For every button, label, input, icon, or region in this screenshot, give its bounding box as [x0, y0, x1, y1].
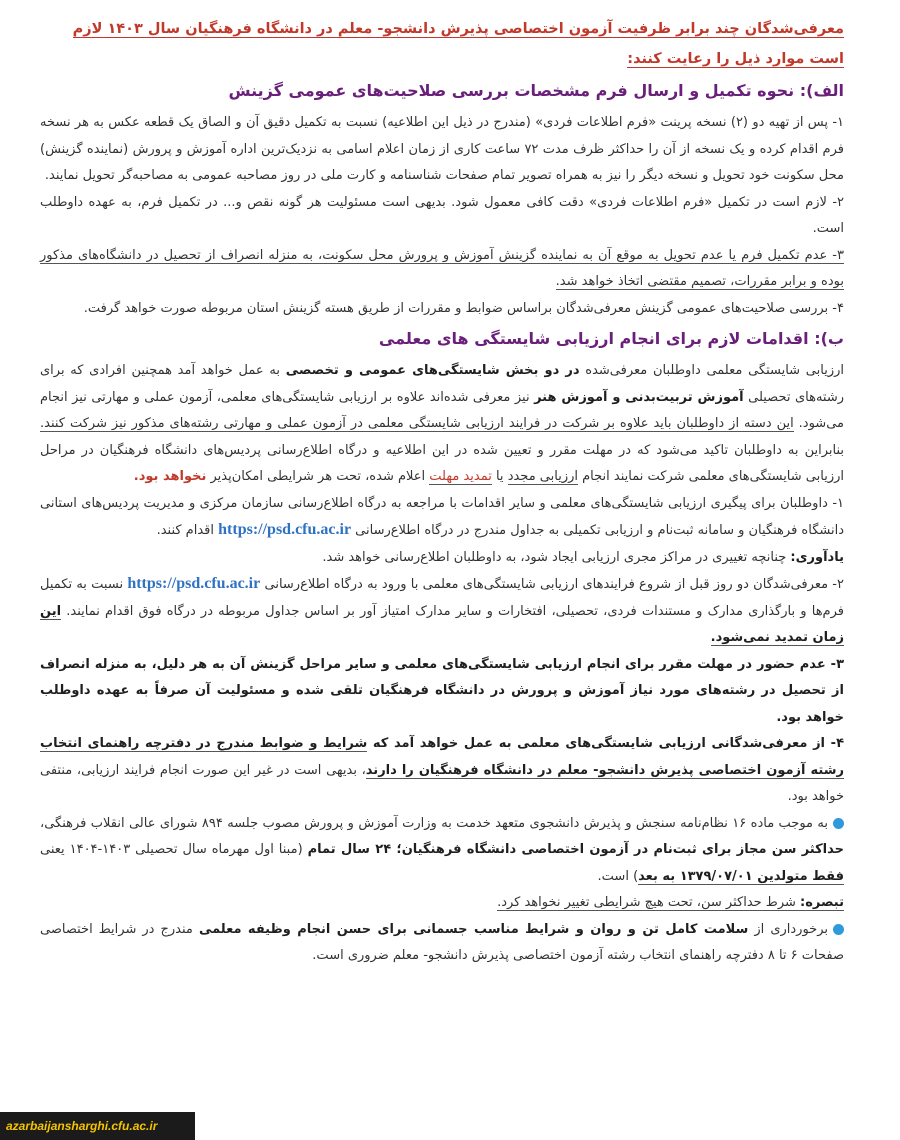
reminder — [40, 545, 844, 572]
text-run: بنابراین به داوطلبان تاکید می‌شود که در مهلت مقرر و تعیین شده در این اطلاعیه و درگاه اطلاع‌رسانی پردیس‌های دانشگاه فرهنگیان در مراحل ارزیابی شایستگی‌های معلمی شرکت نمایند انجام — [40, 442, 844, 484]
section-a-item-3 — [40, 243, 844, 296]
text-underlined: ارزیابی مجدد — [507, 469, 578, 484]
text-run: یا — [491, 469, 508, 484]
text-bold: سلامت کامل تن و روان و شرایط مناسب جسمانی برای حسن انجام وظیفه معلمی — [198, 921, 749, 937]
note-text: شرط حداکثر سن، تحت هیچ شرایطی تغییر نخواهد کرد. — [497, 895, 801, 910]
text-red-bold: نخواهد بود. — [133, 469, 207, 484]
age-note — [40, 890, 844, 917]
text-bold-underlined: فقط متولدین ۱۳۷۹/۰۷/۰۱ به بعد — [638, 868, 844, 884]
text-bold-underlined: این زمان تمدید نمی‌شود. — [40, 603, 844, 645]
bullet-dot-icon — [833, 818, 844, 829]
portal-link[interactable]: https://psd.cfu.ac.ir — [218, 521, 352, 538]
text-run: برخورداری از — [748, 921, 828, 937]
intro-notice — [40, 14, 844, 74]
text-run: ارزیابی شایستگی معلمی داوطلبان معرفی‌شده — [579, 363, 844, 378]
text-underlined: این دسته از داوطلبان باید علاوه بر شرکت در فرایند ارزیابی شایستگی معلمی در آزمون عملی و مهارتی رشته‌های مذکور نیز شرکت کنند. — [40, 416, 794, 431]
section-b-item-1 — [40, 491, 844, 545]
intro-line-2: است موارد ذیل را رعایت کنند: — [627, 51, 844, 67]
text-run: اقدام کنند. — [156, 523, 219, 538]
section-a-item-1: ۱- پس از تهیه دو (۲) نسخه پرینت «فرم اطلاعات فردی» (مندرج در ذیل این اطلاعیه) نسبت به تکمیل دقیق آن و الصاق یک قطعه عکس به هر نسخه فرم اقدام کرده و یک نسخه از آن را حداکثر ظرف مدت ۷۲ ساعت کاری از زمان اعلام اسامی به نزدیک‌ترین اداره آموزش و پرورش (نماینده گزینش) محل سکونت خود تحویل و نسخه دیگر را نیز به همراه تصویر تمام صفحات شناسنامه و کارت ملی در روز مصاحبه عمومی به مصاحبه‌گر تحویل نمایند. — [40, 115, 845, 183]
text-run: به عمل خواهد آمد همچنین افرادی که برای رشته‌های تحصیلی — [40, 363, 845, 405]
section-b-title: ب): اقدامات لازم برای انجام ارزیابی شایستگی های معلمی — [378, 329, 844, 348]
text-run: به موجب ماده ۱۶ نظام‌نامه سنجش و پذیرش دانشجوی متعهد خدمت به وزارت آموزش و پرورش مصوب جلسه ۸۹۴ شورای عالی انقلاب فرهنگی، — [40, 815, 828, 831]
site-watermark: azarbaijansharghi.cfu.ac.ir — [0, 1112, 195, 1140]
health-item — [40, 917, 844, 970]
text-run: نسبت به تکمیل فرم‌ها و بارگذاری مدارک و مستندات فردی، تحصیلی، افتخارات و سایر مدارک امتیاز آور بر اساس جداول مربوطه در درگاه فوق اقدام نمایند. — [40, 577, 844, 619]
section-a-item-3-text: ۳- عدم تکمیل فرم یا عدم تحویل به موقع آن به نماینده گزینش آموزش و پرورش محل سکونت، به منزله انصراف از تحصیل در دانشگاه‌های مذکور بوده و برابر مقررات، تصمیم مقتضی اتخاذ خواهد شد. — [40, 247, 844, 289]
reminder-text: چنانچه تغییری در مراکز مجری ارزیابی ایجاد شود، به داوطلبان اطلاع‌رسانی خواهد شد. — [322, 549, 791, 565]
intro-line-1: معرفی‌شدگان چند برابر ظرفیت آزمون اختصاصی پذیرش دانشجو- معلم در دانشگاه فرهنگیان سال ۱۴۰۳ لازم — [72, 21, 844, 37]
text-run: ، بدیهی است در غیر این صورت انجام فرایند ارزیابی، منتفی خواهد بود. — [40, 762, 844, 804]
text-run: اعلام شده، تحت هر شرایطی امکان‌پذیر — [206, 469, 430, 484]
section-a-item-4: ۴- بررسی صلاحیت‌های عمومی گزینش معرفی‌شدگان براساس ضوابط و مقررات از طریق هسته گزینش استان مربوطه صورت خواهد گرفت. — [83, 300, 844, 316]
text-bold: در دو بخش شایستگی‌های عمومی و تخصصی — [285, 363, 580, 378]
text-run: ) است. — [597, 868, 639, 884]
section-b-intro — [40, 358, 844, 491]
text-bold: ۳- عدم حضور در مهلت مقرر برای انجام ارزیابی شایستگی‌های معلمی و سایر مراحل گزینش آن به هر دلیل، به منزله انصراف از تحصیل در رشته‌های مورد نیاز آموزش و پرورش در دانشگاه فرهنگیان تلقی شده و مسئولیت آن صرفاً به عهده داوطلب خواهد بود. — [40, 656, 844, 725]
document-page — [40, 14, 844, 970]
text-run: ۱- داوطلبان برای پیگیری ارزیابی شایستگی‌های معلمی و سایر اقدامات با مراجعه به درگاه اطلاع‌رسانی سازمان مرکزی و مدیریت پردیس‌های استانی دانشگاه فرهنگیان و سامانه ثبت‌نام و ارزیابی تکمیلی به جداول مندرج در درگاه اطلاع‌رسانی — [40, 495, 844, 538]
age-limit-item — [40, 811, 844, 891]
section-b-item-2 — [40, 571, 844, 652]
text-run: ۲- معرفی‌شدگان دو روز قبل از شروع فرایندهای ارزیابی شایستگی‌های معلمی با ورود به درگاه اطلاع‌رسانی — [260, 577, 844, 592]
text-run: (مبنا اول مهرماه سال تحصیلی ۱۴۰۳-۱۴۰۴ یعنی — [40, 842, 308, 857]
text-bold: ۴- از معرفی‌شدگانی ارزیابی شایستگی‌های معلمی به عمل خواهد آمد که — [367, 736, 845, 751]
reminder-label: یادآوری: — [790, 549, 844, 565]
section-a-item-2: ۲- لازم است در تکمیل «فرم اطلاعات فردی» دقت کافی معمول شود. بدیهی است مسئولیت هر گونه نقص و... در تکمیل فرم، به عهده داوطلب است. — [40, 194, 844, 236]
section-b-item-4 — [40, 731, 844, 811]
text-run: مندرج در شرایط اختصاصی صفحات ۶ تا ۸ دفترچه راهنمای انتخاب رشته آزمون اختصاصی پذیرش دانشجو- معلم ضروری است. — [40, 921, 844, 963]
text-bold: آموزش تربیت‌بدنی و آموزش هنر — [534, 389, 744, 405]
portal-link-2[interactable]: https://psd.cfu.ac.ir — [127, 575, 261, 592]
text-underlined-red: تمدید مهلت — [429, 469, 492, 484]
text-bold-underlined: شرایط و ضوابط مندرج در دفترچه راهنمای انتخاب رشته آزمون اختصاصی پذیرش دانشجو- معلم در دانشگاه فرهنگیان را دارند — [40, 736, 844, 778]
text-run: نیز معرفی شده‌اند علاوه بر ارزیابی شایستگی‌های معلمی، آزمون عملی و مهارتی نیز انجام می‌شود. — [40, 389, 844, 431]
bullet-dot-icon — [833, 924, 844, 935]
note-label: تبصره: — [800, 895, 844, 910]
text-bold: حداکثر سن مجاز برای ثبت‌نام در آزمون اختصاصی دانشگاه فرهنگیان؛ ۲۴ سال تمام — [307, 842, 844, 857]
section-a-title: الف): نحوه تکمیل و ارسال فرم مشخصات بررسی صلاحیت‌های عمومی گزینش — [228, 81, 844, 100]
section-b-item-3 — [40, 652, 844, 732]
